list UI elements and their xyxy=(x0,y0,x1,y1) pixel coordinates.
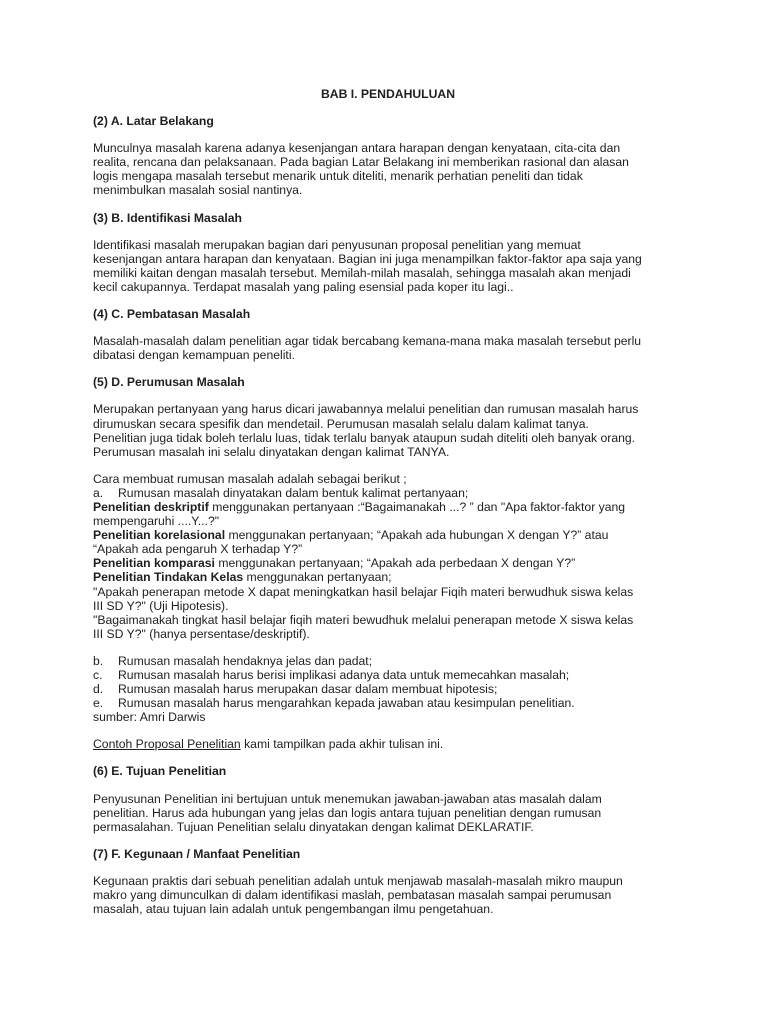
text-run: menggunakan pertanyaan :“Bagaimanakah ...? ” dan "Apa faktor-faktor yang xyxy=(208,499,626,514)
text-line: penelitian. Harus ada hubungan yang jelas dan logis antara tujuan penelitian dengan rumusan xyxy=(93,805,602,820)
source-line: sumber: Amri Darwis xyxy=(93,710,206,725)
list-marker: b. xyxy=(93,653,104,668)
text-line: Penelitian juga tidak boleh terlalu luas, tidak terlalu banyak ataupun sudah diteliti oleh banyak orang. xyxy=(93,430,636,445)
text-line: masalah, atau tujuan lain adalah untuk pengembangan ilmu pengetahuan. xyxy=(93,902,494,917)
text-line: menimbulkan masalah sosial nantinya. xyxy=(93,183,303,198)
text-line: makro yang dimunculkan di dalam identifikasi maslah, pembatasan masalah sampai perumusan xyxy=(93,888,612,903)
text-run: kami tampilkan pada akhir tulisan ini. xyxy=(240,737,444,752)
text-line: Penyusunan Penelitian ini bertujuan untuk menemukan jawaban-jawaban atas masalah dalam xyxy=(93,791,602,806)
term-tindakan-kelas: Penelitian Tindakan Kelas xyxy=(93,570,244,585)
text-line: “Apakah ada pengaruh X terhadap Y?” xyxy=(93,542,303,557)
list-marker: a. xyxy=(93,485,104,500)
contoh-proposal-link[interactable]: Contoh Proposal Penelitian xyxy=(93,737,241,752)
contoh-proposal-line xyxy=(93,737,683,751)
paragraph-perumusan-masalah xyxy=(93,402,683,458)
text-line: Masalah-masalah dalam penelitian agar tidak bercabang kemana-mana maka masalah tersebut perlu xyxy=(93,334,642,349)
komparasi-line xyxy=(93,556,683,570)
document-page xyxy=(93,87,683,929)
text-line: Identifikasi masalah merupakan bagian dari penyusunan proposal penelitian yang memuat xyxy=(93,237,581,252)
heading-tujuan-penelitian: (6) E. Tujuan Penelitian xyxy=(93,764,227,779)
text-line: memiliki kaitan dengan masalah tersebut. Memilah-milah masalah, sehingga masalah akan menjadi xyxy=(93,265,631,280)
text-line: "Apakah penerapan metode X dapat meningkatkan hasil belajar Fiqih materi berwudhuk siswa kelas xyxy=(93,584,634,599)
list-item-text: Rumusan masalah harus berisi implikasi adanya data untuk memecahkan masalah; xyxy=(118,668,570,682)
text-run: menggunakan pertanyaan; “Apakah ada hubungan X dengan Y?” atau xyxy=(225,528,609,543)
list-marker: e. xyxy=(93,696,104,711)
list-item xyxy=(93,654,683,668)
term-deskriptif: Penelitian deskriptif xyxy=(93,499,209,514)
tindakan-kelas-line xyxy=(93,570,683,584)
page-title: BAB I. PENDAHULUAN xyxy=(320,87,456,101)
text-line: kesenjangan antara harapan dan kenyataan. Bagian ini juga menampilkan faktor-faktor apa saja yang xyxy=(93,251,642,266)
list-item xyxy=(93,682,683,696)
text-line: "Bagaimanakah tingkat hasil belajar fiqih materi bewudhuk melalui penerapan metode X siswa kelas xyxy=(93,612,634,627)
paragraph-identifikasi-masalah xyxy=(93,238,683,294)
list-item xyxy=(93,486,683,500)
text-line: kecil cakupannya. Terdapat masalah yang paling esensial pada koper itu lagi.. xyxy=(93,279,514,294)
term-komparasi: Penelitian komparasi xyxy=(93,556,215,571)
text-line: realita, rencana dan pelaksanaan. Pada bagian Latar Belakang ini memberikan rasional dan alasan xyxy=(93,155,629,170)
list-item xyxy=(93,668,683,682)
text-line: dirumuskan secara spesifik dan mendetail. Perumusan masalah selalu dalam kalimat tanya. xyxy=(93,416,589,431)
text-line: Merupakan pertanyaan yang harus dicari jawabannya melalui penelitian dan rumusan masalah harus xyxy=(93,402,639,417)
heading-latar-belakang: (2) A. Latar Belakang xyxy=(93,114,214,129)
paragraph-latar-belakang xyxy=(93,141,683,197)
text-line: Munculnya masalah karena adanya kesenjangan antara harapan dengan kenyataan, cita-cita dan xyxy=(93,141,621,156)
paragraph-kegunaan-penelitian xyxy=(93,874,683,916)
korelasional-line xyxy=(93,528,683,542)
paragraph-pembatasan-masalah xyxy=(93,334,683,362)
heading-pembatasan-masalah: (4) C. Pembatasan Masalah xyxy=(93,307,251,322)
heading-identifikasi-masalah: (3) B. Identifikasi Masalah xyxy=(93,210,242,225)
list-marker: c. xyxy=(93,668,103,682)
list-marker: d. xyxy=(93,682,104,697)
text-line: III SD Y?" (Uji Hipotesis). xyxy=(93,598,229,613)
text-run: menggunakan pertanyaan; “Apakah ada perbedaan X dengan Y?” xyxy=(214,556,576,571)
text-line: III SD Y?" (hanya persentase/deskriptif). xyxy=(93,626,310,641)
text-line: Perumusan masalah ini selalu dinyatakan dengan kalimat TANYA. xyxy=(93,444,450,459)
text-line: dibatasi dengan kemampuan peneliti. xyxy=(93,348,295,363)
paragraph-tujuan-penelitian xyxy=(93,792,683,834)
list-item-text: Rumusan masalah harus mengarahkan kepada jawaban atau kesimpulan penelitian. xyxy=(118,696,575,711)
rumusan-masalah-guide xyxy=(93,472,683,765)
text-run: menggunakan pertanyaan; xyxy=(243,570,392,585)
text-line: logis mengapa masalah tersebut menarik untuk diteliti, menarik perhatian peneliti dan tidak xyxy=(93,169,583,184)
text-line: permasalahan. Tujuan Penelitian selalu dinyatakan dengan kalimat DEKLARATIF. xyxy=(93,819,534,834)
list-item-text: Rumusan masalah hendaknya jelas dan padat; xyxy=(118,653,373,668)
text-line: Cara membuat rumusan masalah adalah sebagai berikut ; xyxy=(93,471,407,486)
text-line: mempengaruhi ....Y...?" xyxy=(93,514,220,529)
list-item xyxy=(93,696,683,710)
list-item-text: Rumusan masalah harus merupakan dasar dalam membuat hipotesis; xyxy=(118,682,498,697)
list-item-text: Rumusan masalah dinyatakan dalam bentuk kalimat pertanyaan; xyxy=(118,485,469,500)
term-korelasional: Penelitian korelasional xyxy=(93,528,226,543)
heading-kegunaan-penelitian: (7) F. Kegunaan / Manfaat Penelitian xyxy=(93,846,301,861)
text-line: Kegunaan praktis dari sebuah penelitian adalah untuk menjawab masalah-masalah mikro maupun xyxy=(93,873,623,888)
deskriptif-line xyxy=(93,500,683,514)
heading-perumusan-masalah: (5) D. Perumusan Masalah xyxy=(93,375,245,390)
